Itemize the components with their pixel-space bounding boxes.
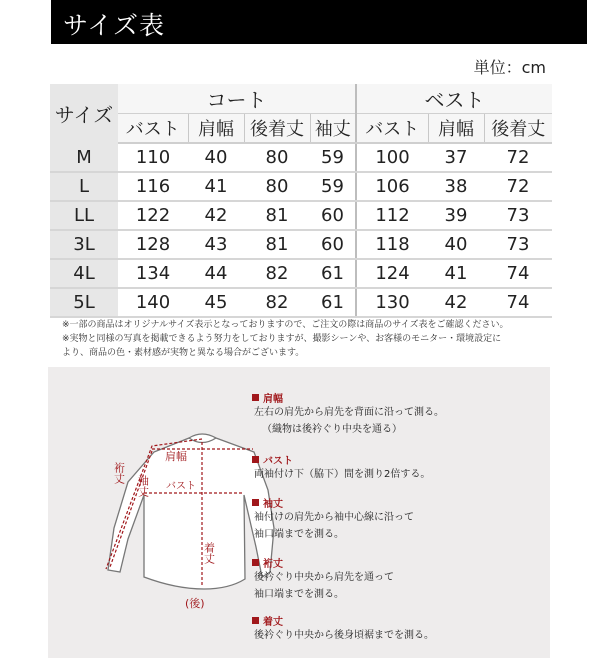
table-cell: 122 bbox=[118, 201, 188, 230]
unit-label: 単位：cm bbox=[473, 58, 546, 77]
col-vest-length: 後着丈 bbox=[484, 114, 552, 144]
col-coat-length: 後着丈 bbox=[244, 114, 310, 144]
table-cell: 73 bbox=[484, 230, 552, 259]
table-cell: 81 bbox=[244, 201, 310, 230]
note-line: より、商品の色・素材感が実物と異なる場合がございます。 bbox=[62, 348, 305, 358]
table-cell: 43 bbox=[188, 230, 244, 259]
table-cell: 100 bbox=[356, 143, 428, 172]
table-cell: 59 bbox=[310, 143, 356, 172]
table-cell: 74 bbox=[484, 259, 552, 288]
back-view-label: (後) bbox=[185, 597, 205, 610]
size-header: サイズ bbox=[50, 84, 118, 143]
desc-sodetake bbox=[252, 495, 502, 543]
desc-title: 袖丈 bbox=[263, 498, 283, 510]
table-cell: 80 bbox=[244, 143, 310, 172]
page-title: サイズ表 bbox=[63, 11, 166, 40]
table-cell: 61 bbox=[310, 259, 356, 288]
table-row bbox=[50, 143, 552, 172]
desc-line: 両袖付け下（脇下）間を測り2倍する。 bbox=[254, 469, 431, 480]
table-cell: 80 bbox=[244, 172, 310, 201]
table-cell: 72 bbox=[484, 143, 552, 172]
sodetake-label: 袖丈 bbox=[136, 475, 150, 497]
desc-line: 袖口端までを測る。 bbox=[254, 589, 344, 600]
table-cell: 140 bbox=[118, 288, 188, 317]
size-cell: M bbox=[50, 143, 118, 172]
desc-line: 後衿ぐり中央から後身頃裾までを測る。 bbox=[254, 630, 434, 641]
table-cell: 130 bbox=[356, 288, 428, 317]
note-line: ※実物と同様の写真を掲載できるよう努力をしておりますが、撮影シーンや、お客様のモニター・環境設定に bbox=[62, 334, 502, 344]
table-cell: 40 bbox=[428, 230, 484, 259]
table-cell: 37 bbox=[428, 143, 484, 172]
note-line: ※一部の商品はオリジナルサイズ表示となっておりますので、ご注文の際は商品のサイズ表をご確認ください。 bbox=[62, 320, 509, 330]
table-cell: 42 bbox=[428, 288, 484, 317]
table-cell: 39 bbox=[428, 201, 484, 230]
coat-header: コート bbox=[118, 84, 356, 114]
table-cell: 72 bbox=[484, 172, 552, 201]
col-coat-sleeve: 袖丈 bbox=[310, 114, 356, 144]
bullet-square-icon bbox=[252, 394, 259, 401]
table-row bbox=[50, 288, 552, 317]
table-cell: 118 bbox=[356, 230, 428, 259]
desc-line: （織物は後衿ぐり中央を通る） bbox=[262, 424, 402, 435]
desc-line: 左右の肩先から肩先を背面に沿って測る。 bbox=[254, 407, 444, 418]
table-cell: 44 bbox=[188, 259, 244, 288]
table-row bbox=[50, 230, 552, 259]
table-cell: 38 bbox=[428, 172, 484, 201]
table-cell: 60 bbox=[310, 201, 356, 230]
size-cell: LL bbox=[50, 201, 118, 230]
col-coat-shoulder: 肩幅 bbox=[188, 114, 244, 144]
size-table bbox=[50, 84, 552, 318]
desc-title: 肩幅 bbox=[263, 393, 283, 405]
table-cell: 116 bbox=[118, 172, 188, 201]
table-cell: 59 bbox=[310, 172, 356, 201]
bullet-square-icon bbox=[252, 499, 259, 506]
desc-title: バスト bbox=[263, 455, 293, 467]
table-cell: 82 bbox=[244, 288, 310, 317]
table-cell: 112 bbox=[356, 201, 428, 230]
desc-kitake bbox=[252, 613, 502, 644]
header-band bbox=[51, 0, 587, 44]
desc-line: 袖口端までを測る。 bbox=[254, 529, 344, 540]
table-cell: 134 bbox=[118, 259, 188, 288]
table-cell: 40 bbox=[188, 143, 244, 172]
table-cell: 110 bbox=[118, 143, 188, 172]
desc-title: 着丈 bbox=[263, 616, 283, 628]
coat-outline bbox=[108, 434, 274, 589]
table-cell: 128 bbox=[118, 230, 188, 259]
table-row bbox=[50, 201, 552, 230]
size-cell: L bbox=[50, 172, 118, 201]
bust-label: バスト bbox=[166, 481, 196, 492]
table-cell: 42 bbox=[188, 201, 244, 230]
bullet-square-icon bbox=[252, 559, 259, 566]
kitake-label: 着丈 bbox=[202, 542, 216, 564]
desc-line: 後衿ぐり中央から肩先を通って bbox=[254, 572, 394, 583]
col-vest-shoulder: 肩幅 bbox=[428, 114, 484, 144]
table-cell: 41 bbox=[188, 172, 244, 201]
table-cell: 60 bbox=[310, 230, 356, 259]
bullet-square-icon bbox=[252, 617, 259, 624]
table-row bbox=[50, 172, 552, 201]
table-cell: 73 bbox=[484, 201, 552, 230]
vest-header: ベスト bbox=[356, 84, 552, 114]
table-cell: 124 bbox=[356, 259, 428, 288]
yuki-label: 裄丈 bbox=[112, 462, 126, 484]
size-cell: 5L bbox=[50, 288, 118, 317]
size-cell: 3L bbox=[50, 230, 118, 259]
table-cell: 81 bbox=[244, 230, 310, 259]
col-coat-bust: バスト bbox=[118, 114, 188, 144]
desc-title: 裄丈 bbox=[263, 558, 283, 570]
bullet-square-icon bbox=[252, 456, 259, 463]
disclaimer-note bbox=[62, 318, 542, 360]
table-cell: 106 bbox=[356, 172, 428, 201]
table-cell: 74 bbox=[484, 288, 552, 317]
katahaba-label: 肩幅 bbox=[165, 450, 187, 463]
desc-bust bbox=[252, 452, 502, 483]
col-vest-bust: バスト bbox=[356, 114, 428, 144]
table-cell: 61 bbox=[310, 288, 356, 317]
size-cell: 4L bbox=[50, 259, 118, 288]
desc-katahaba bbox=[252, 390, 502, 438]
table-cell: 82 bbox=[244, 259, 310, 288]
table-cell: 45 bbox=[188, 288, 244, 317]
table-cell: 41 bbox=[428, 259, 484, 288]
desc-yuki bbox=[252, 555, 502, 603]
table-row bbox=[50, 259, 552, 288]
desc-line: 袖付けの肩先から袖中心線に沿って bbox=[254, 512, 414, 523]
